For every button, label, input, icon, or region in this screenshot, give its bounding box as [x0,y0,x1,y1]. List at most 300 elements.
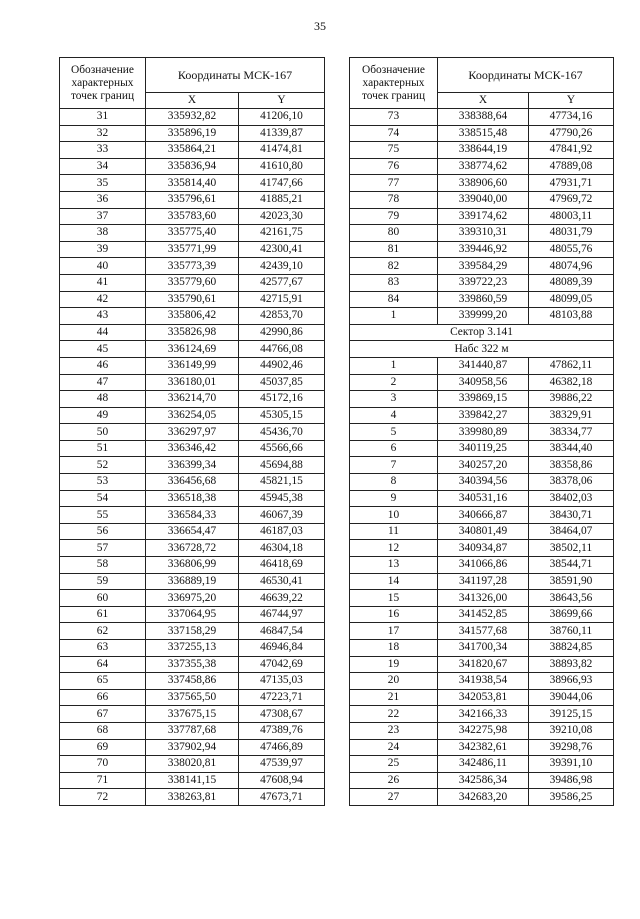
table-row [60,374,325,391]
point-number-cell: 82 [350,258,438,275]
point-number-cell: 46 [60,357,146,374]
point-number-cell: 64 [60,656,146,673]
table-row [350,109,614,126]
x-coordinate-cell: 336399,34 [146,457,239,474]
point-number-cell: 54 [60,490,146,507]
table-row [60,523,325,540]
y-coordinate-cell: 41339,87 [239,125,325,142]
point-number-cell: 55 [60,507,146,524]
x-coordinate-cell: 339584,29 [438,258,529,275]
x-coordinate-cell: 337255,13 [146,640,239,657]
point-number-cell: 57 [60,540,146,557]
x-coordinate-cell: 335790,61 [146,291,239,308]
x-coordinate-cell: 342486,11 [438,756,529,773]
table-row [350,374,614,391]
y-coordinate-cell: 38430,71 [529,507,614,524]
x-coordinate-cell: 337458,86 [146,673,239,690]
x-coordinate-cell: 339999,20 [438,308,529,325]
y-coordinate-cell: 47841,92 [529,142,614,159]
x-coordinate-cell: 336254,05 [146,407,239,424]
table-row [60,424,325,441]
table-row [350,158,614,175]
x-column-header: X [146,93,239,109]
x-coordinate-cell: 336124,69 [146,341,239,358]
y-coordinate-cell: 47539,97 [239,756,325,773]
x-coordinate-cell: 335836,94 [146,158,239,175]
y-coordinate-cell: 47673,71 [239,789,325,806]
x-coordinate-cell: 335864,21 [146,142,239,159]
point-number-cell: 43 [60,308,146,325]
x-coordinate-cell: 338141,15 [146,772,239,789]
y-coordinate-cell: 47042,69 [239,656,325,673]
x-coordinate-cell: 341440,87 [438,357,529,374]
y-coordinate-cell: 48089,39 [529,274,614,291]
x-coordinate-cell: 337355,38 [146,656,239,673]
x-coordinate-cell: 342275,98 [438,722,529,739]
y-coordinate-cell: 42853,70 [239,308,325,325]
y-coordinate-cell: 45037,85 [239,374,325,391]
point-number-cell: 58 [60,557,146,574]
point-number-cell: 2 [350,374,438,391]
point-number-cell: 40 [60,258,146,275]
point-number-cell: 69 [60,739,146,756]
coords-title-header: Координаты МСК-167 [146,58,325,93]
point-number-cell: 70 [60,756,146,773]
table-row [60,125,325,142]
x-coordinate-cell: 336180,01 [146,374,239,391]
point-number-cell: 65 [60,673,146,690]
page-number: 35 [314,19,326,33]
x-coordinate-cell: 341066,86 [438,557,529,574]
table-row [350,440,614,457]
table-row [350,540,614,557]
x-coordinate-cell: 338906,60 [438,175,529,192]
y-coordinate-cell: 39210,08 [529,722,614,739]
x-coordinate-cell: 335771,99 [146,241,239,258]
table-row [60,158,325,175]
header-row [60,58,325,93]
y-coordinate-cell: 38378,06 [529,474,614,491]
point-number-cell: 36 [60,191,146,208]
point-number-cell: 11 [350,523,438,540]
point-number-cell: 22 [350,706,438,723]
x-coordinate-cell: 335932,82 [146,109,239,126]
y-coordinate-cell: 45821,15 [239,474,325,491]
y-coordinate-cell: 47466,89 [239,739,325,756]
point-number-cell: 80 [350,225,438,242]
table-row [60,739,325,756]
table-row [60,789,325,806]
y-coordinate-cell: 41747,66 [239,175,325,192]
y-coordinate-cell: 38334,77 [529,424,614,441]
point-number-cell: 1 [350,308,438,325]
table-row [350,557,614,574]
point-number-cell: 56 [60,523,146,540]
point-number-cell: 76 [350,158,438,175]
table-row [60,490,325,507]
x-coordinate-cell: 336149,99 [146,357,239,374]
point-number-cell: 13 [350,557,438,574]
x-coordinate-cell: 340666,87 [438,507,529,524]
y-coordinate-cell: 47734,16 [529,109,614,126]
point-label-header: Обозначение характерных точек границ [60,58,146,109]
point-number-cell: 73 [350,109,438,126]
table-row [60,573,325,590]
point-number-cell: 18 [350,640,438,657]
right-table-body-bottom [350,357,614,805]
point-number-cell: 61 [60,606,146,623]
x-coordinate-cell: 337565,50 [146,689,239,706]
y-coordinate-cell: 39125,15 [529,706,614,723]
x-coordinate-cell: 341577,68 [438,623,529,640]
y-coordinate-cell: 46067,39 [239,507,325,524]
point-number-cell: 16 [350,606,438,623]
x-coordinate-cell: 335806,42 [146,308,239,325]
table-row [60,142,325,159]
table-row [350,756,614,773]
table-row [60,507,325,524]
table-row [350,241,614,258]
table-row [60,722,325,739]
point-number-cell: 48 [60,391,146,408]
table-row [60,540,325,557]
y-coordinate-cell: 46304,18 [239,540,325,557]
point-number-cell: 53 [60,474,146,491]
table-row [60,474,325,491]
x-coordinate-cell: 337675,15 [146,706,239,723]
table-row [350,490,614,507]
coords-title-header: Координаты МСК-167 [438,58,614,93]
x-coordinate-cell: 335773,39 [146,258,239,275]
point-number-cell: 59 [60,573,146,590]
x-coordinate-cell: 336584,33 [146,507,239,524]
table-row [350,573,614,590]
table-row [60,357,325,374]
y-coordinate-cell: 38344,40 [529,440,614,457]
point-number-cell: 25 [350,756,438,773]
table-row [60,324,325,341]
y-coordinate-cell: 41474,81 [239,142,325,159]
y-coordinate-cell: 38699,66 [529,606,614,623]
point-number-cell: 45 [60,341,146,358]
point-number-cell: 21 [350,689,438,706]
table-row [60,391,325,408]
x-coordinate-cell: 339310,31 [438,225,529,242]
y-coordinate-cell: 47931,71 [529,175,614,192]
y-coordinate-cell: 46418,69 [239,557,325,574]
table-row [350,640,614,657]
x-coordinate-cell: 338644,19 [438,142,529,159]
table-row [350,191,614,208]
y-coordinate-cell: 44766,08 [239,341,325,358]
table-row [350,673,614,690]
x-coordinate-cell: 339980,89 [438,424,529,441]
point-number-cell: 51 [60,440,146,457]
point-number-cell: 50 [60,424,146,441]
table-row [350,706,614,723]
point-number-cell: 66 [60,689,146,706]
table-row [60,440,325,457]
y-coordinate-cell: 45945,38 [239,490,325,507]
table-row [60,208,325,225]
point-number-cell: 39 [60,241,146,258]
table-row [60,673,325,690]
y-coordinate-cell: 38824,85 [529,640,614,657]
x-coordinate-cell: 340958,56 [438,374,529,391]
point-number-cell: 60 [60,590,146,607]
x-coordinate-cell: 338020,81 [146,756,239,773]
x-coordinate-cell: 341700,34 [438,640,529,657]
x-coordinate-cell: 339869,15 [438,391,529,408]
point-number-cell: 7 [350,457,438,474]
point-number-cell: 8 [350,474,438,491]
y-coordinate-cell: 42023,30 [239,208,325,225]
y-coordinate-cell: 44902,46 [239,357,325,374]
point-number-cell: 35 [60,175,146,192]
y-coordinate-cell: 48103,88 [529,308,614,325]
x-coordinate-cell: 337158,29 [146,623,239,640]
x-coordinate-cell: 335896,19 [146,125,239,142]
x-coordinate-cell: 341326,00 [438,590,529,607]
y-coordinate-cell: 42300,41 [239,241,325,258]
y-coordinate-cell: 46847,54 [239,623,325,640]
point-number-cell: 12 [350,540,438,557]
section-title: Сектор 3.141 [350,324,614,341]
table-row [60,291,325,308]
x-coordinate-cell: 340801,49 [438,523,529,540]
table-row [350,656,614,673]
section-subtitle-row [350,341,614,358]
x-coordinate-cell: 341938,54 [438,673,529,690]
y-coordinate-cell: 39044,06 [529,689,614,706]
table-row [350,722,614,739]
y-coordinate-cell: 47969,72 [529,191,614,208]
point-number-cell: 24 [350,739,438,756]
table-row [60,772,325,789]
x-coordinate-cell: 338774,62 [438,158,529,175]
y-coordinate-cell: 47608,94 [239,772,325,789]
x-coordinate-cell: 335775,40 [146,225,239,242]
x-coordinate-cell: 341452,85 [438,606,529,623]
x-coordinate-cell: 335779,60 [146,274,239,291]
point-number-cell: 77 [350,175,438,192]
point-label-header: Обозначение характерных точек границ [350,58,438,109]
left-table-body [60,109,325,806]
point-number-cell: 78 [350,191,438,208]
y-coordinate-cell: 42990,86 [239,324,325,341]
x-column-header: X [438,93,529,109]
y-coordinate-cell: 41610,80 [239,158,325,175]
y-coordinate-cell: 48074,96 [529,258,614,275]
x-coordinate-cell: 336889,19 [146,573,239,590]
point-number-cell: 52 [60,457,146,474]
y-coordinate-cell: 47223,71 [239,689,325,706]
y-coordinate-cell: 38402,03 [529,490,614,507]
y-coordinate-cell: 47389,76 [239,722,325,739]
table-row [350,274,614,291]
y-coordinate-cell: 45694,88 [239,457,325,474]
section-title-row [350,324,614,341]
point-number-cell: 15 [350,590,438,607]
x-coordinate-cell: 340934,87 [438,540,529,557]
point-number-cell: 23 [350,722,438,739]
point-number-cell: 84 [350,291,438,308]
y-coordinate-cell: 38966,93 [529,673,614,690]
table-row [60,407,325,424]
y-coordinate-cell: 47790,26 [529,125,614,142]
table-row [350,225,614,242]
x-coordinate-cell: 336654,47 [146,523,239,540]
point-number-cell: 62 [60,623,146,640]
point-number-cell: 72 [60,789,146,806]
x-coordinate-cell: 335826,98 [146,324,239,341]
table-row [350,739,614,756]
point-number-cell: 37 [60,208,146,225]
table-row [350,606,614,623]
x-coordinate-cell: 338263,81 [146,789,239,806]
x-coordinate-cell: 336518,38 [146,490,239,507]
table-row [350,590,614,607]
table-row [350,175,614,192]
table-row [350,258,614,275]
x-coordinate-cell: 340394,56 [438,474,529,491]
point-number-cell: 32 [60,125,146,142]
point-number-cell: 49 [60,407,146,424]
x-coordinate-cell: 335783,60 [146,208,239,225]
table-row [60,191,325,208]
point-number-cell: 34 [60,158,146,175]
x-coordinate-cell: 342586,34 [438,772,529,789]
y-column-header: Y [529,93,614,109]
x-coordinate-cell: 340531,16 [438,490,529,507]
y-coordinate-cell: 38358,86 [529,457,614,474]
x-coordinate-cell: 342166,33 [438,706,529,723]
y-coordinate-cell: 47308,67 [239,706,325,723]
table-row [60,457,325,474]
point-number-cell: 67 [60,706,146,723]
table-row [350,424,614,441]
y-coordinate-cell: 45305,15 [239,407,325,424]
y-coordinate-cell: 45172,16 [239,391,325,408]
y-coordinate-cell: 48031,79 [529,225,614,242]
table-row [350,474,614,491]
y-coordinate-cell: 39486,98 [529,772,614,789]
table-row [60,175,325,192]
point-number-cell: 83 [350,274,438,291]
point-number-cell: 33 [60,142,146,159]
table-row [350,623,614,640]
point-number-cell: 63 [60,640,146,657]
y-coordinate-cell: 39586,25 [529,789,614,806]
x-coordinate-cell: 336975,20 [146,590,239,607]
table-row [350,772,614,789]
y-coordinate-cell: 41885,21 [239,191,325,208]
x-coordinate-cell: 336346,42 [146,440,239,457]
table-row [350,308,614,325]
table-row [350,208,614,225]
y-coordinate-cell: 38643,56 [529,590,614,607]
x-coordinate-cell: 342053,81 [438,689,529,706]
table-row [60,606,325,623]
y-coordinate-cell: 47862,11 [529,357,614,374]
table-row [60,557,325,574]
point-number-cell: 42 [60,291,146,308]
y-coordinate-cell: 42439,10 [239,258,325,275]
y-coordinate-cell: 47889,08 [529,158,614,175]
table-row [350,357,614,374]
table-row [60,623,325,640]
x-coordinate-cell: 336456,68 [146,474,239,491]
point-number-cell: 17 [350,623,438,640]
point-number-cell: 19 [350,656,438,673]
x-coordinate-cell: 336297,97 [146,424,239,441]
y-coordinate-cell: 39391,10 [529,756,614,773]
table-row [60,706,325,723]
point-number-cell: 9 [350,490,438,507]
y-coordinate-cell: 46530,41 [239,573,325,590]
right-table-body-top [350,109,614,325]
point-number-cell: 71 [60,772,146,789]
x-coordinate-cell: 339040,00 [438,191,529,208]
table-row [60,689,325,706]
table-row [350,142,614,159]
point-number-cell: 10 [350,507,438,524]
point-number-cell: 20 [350,673,438,690]
x-coordinate-cell: 338515,48 [438,125,529,142]
table-row [350,689,614,706]
y-coordinate-cell: 42577,67 [239,274,325,291]
point-number-cell: 6 [350,440,438,457]
x-coordinate-cell: 338388,64 [438,109,529,126]
y-coordinate-cell: 42161,75 [239,225,325,242]
point-number-cell: 68 [60,722,146,739]
table-row [60,756,325,773]
header-row [350,58,614,93]
y-coordinate-cell: 46639,22 [239,590,325,607]
point-number-cell: 47 [60,374,146,391]
y-coordinate-cell: 48003,11 [529,208,614,225]
x-coordinate-cell: 339174,62 [438,208,529,225]
point-number-cell: 81 [350,241,438,258]
x-coordinate-cell: 339446,92 [438,241,529,258]
y-coordinate-cell: 38591,90 [529,573,614,590]
coordinates-table-right [349,57,614,806]
x-coordinate-cell: 335796,61 [146,191,239,208]
y-coordinate-cell: 39886,22 [529,391,614,408]
point-number-cell: 4 [350,407,438,424]
table-row [60,241,325,258]
coordinates-table-left [59,57,325,806]
table-row [350,291,614,308]
table-row [350,391,614,408]
x-coordinate-cell: 337064,95 [146,606,239,623]
y-coordinate-cell: 48055,76 [529,241,614,258]
y-coordinate-cell: 45566,66 [239,440,325,457]
x-coordinate-cell: 337902,94 [146,739,239,756]
table-row [350,457,614,474]
y-coordinate-cell: 47135,03 [239,673,325,690]
table-row [350,125,614,142]
point-number-cell: 44 [60,324,146,341]
y-coordinate-cell: 38329,91 [529,407,614,424]
table-row [60,341,325,358]
x-coordinate-cell: 336214,70 [146,391,239,408]
table-row [60,656,325,673]
point-number-cell: 74 [350,125,438,142]
point-number-cell: 1 [350,357,438,374]
point-number-cell: 38 [60,225,146,242]
point-number-cell: 26 [350,772,438,789]
